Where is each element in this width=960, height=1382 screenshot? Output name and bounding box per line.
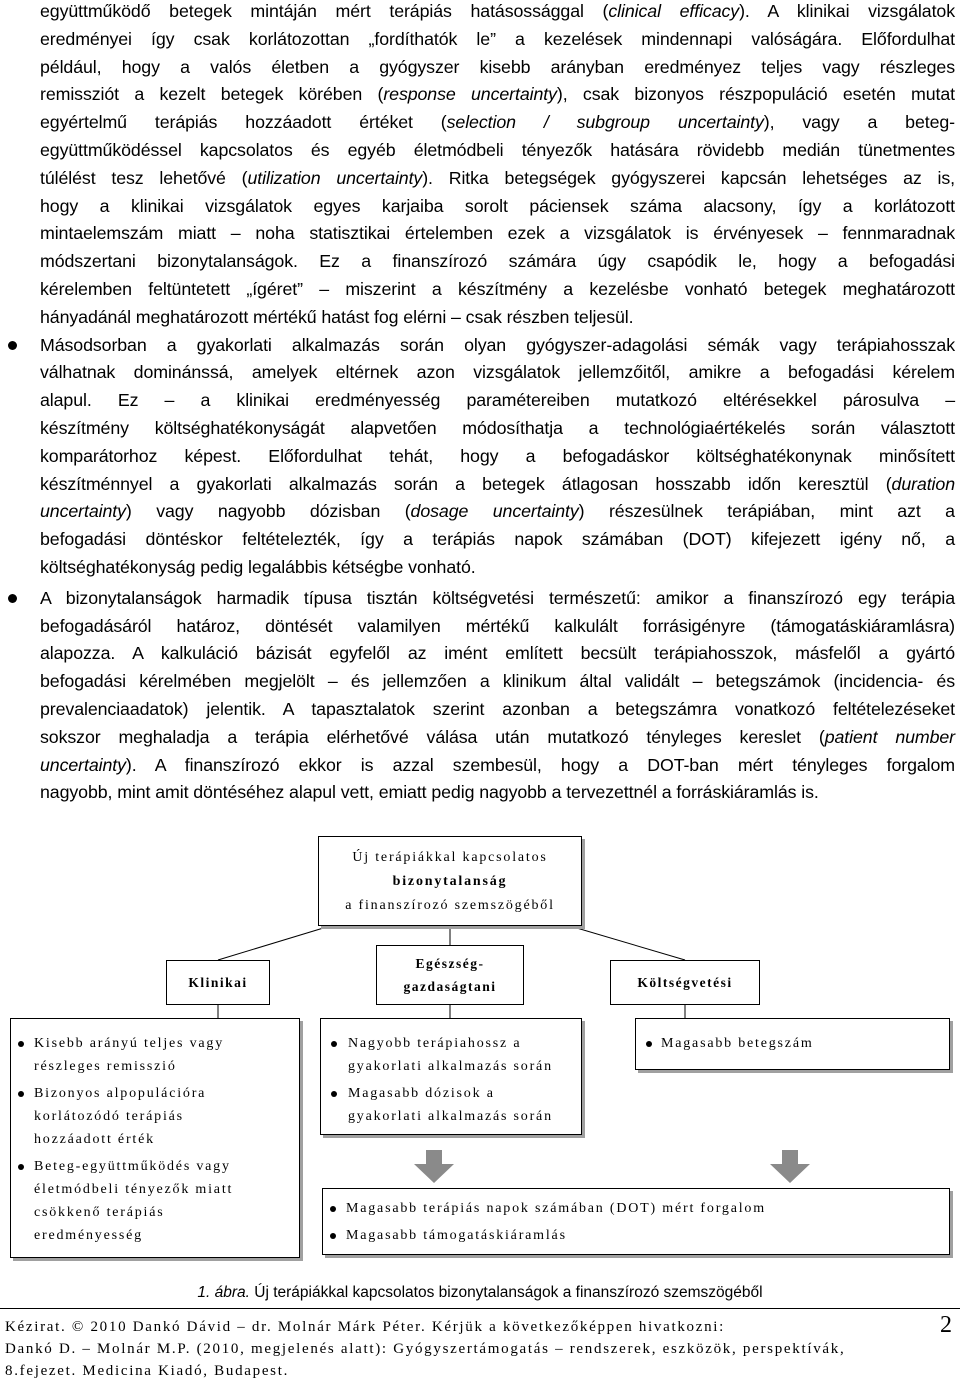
bullet-icon [330, 1233, 336, 1239]
list-item [11, 1155, 299, 1247]
text-run: alapozza. A kalkuláció bázisát egyfelől az imént említett becsült terápiahosszok, másfelől a gyártó [40, 643, 955, 664]
bullet-icon [330, 1206, 336, 1212]
category-budgetary [610, 960, 760, 1005]
list-item [323, 1224, 949, 1247]
text-run: hogy a klinikai vizsgálatok egyes karjaiba sorolt páciensek száma alacsony, így a korlátozott [40, 195, 955, 216]
text-line [40, 81, 955, 109]
italic-term: selection / subgroup uncertainty [446, 112, 764, 133]
health-economic-uncertainty-box [320, 1018, 582, 1135]
text-run: sokszor meghaladja a terápia elérhetővé válása után mutatkozó tényleges kereslet ( [40, 726, 825, 747]
text-run: befogadási kérelmében megjelölt – és jellemzően a klinikum által validált – betegszámok (incidencia- és [40, 671, 955, 692]
italic-term: patient number [824, 726, 956, 747]
text-run: ) vagy nagyobb dózisban ( [125, 501, 411, 522]
caption-text: Új terápiákkal kapcsolatos bizonytalanságok a finanszírozó szemszögéből [254, 1284, 763, 1301]
figure-title-box [318, 836, 582, 926]
text-run: válhatnak dominánssá, amelyek eltérnek azon vizsgálatok jellemzőitől, amikre a befogadási kérelem [40, 362, 955, 383]
italic-term: duration [891, 473, 955, 494]
list-item [636, 1032, 949, 1055]
text-line [40, 387, 955, 415]
down-arrow-icon [770, 1150, 810, 1183]
text-run: hányadánál meghatározott mértékű hatást fog elérni – csak részben teljesül. [40, 306, 634, 327]
item-line: Magasabb dózisok a [348, 1086, 495, 1101]
text-run: ), csak bizonyos részpopuláció esetén mutat [556, 84, 955, 105]
bullet-icon [646, 1041, 652, 1047]
text-line [40, 415, 955, 443]
bullet-icon [18, 1041, 24, 1047]
text-line [40, 443, 955, 471]
list-item [11, 1082, 299, 1151]
text-line [40, 165, 955, 193]
clinical-uncertainty-box [10, 1018, 300, 1258]
item-line: eredményesség [34, 1228, 143, 1243]
paragraph [40, 0, 955, 332]
text-run: együttműködéssel kapcsolatos és egyéb életmódbeli tényezők hatására rövidebb medián tünetmentes [40, 139, 955, 160]
item-line: csökkenő terápiás [34, 1205, 165, 1220]
item-line: korlátozódó terápiás [34, 1109, 184, 1124]
title-box-line: Új terápiákkal kapcsolatos [352, 850, 548, 865]
item-line: gyakorlati alkalmazás során [348, 1059, 553, 1074]
text-line [40, 554, 955, 582]
text-line [40, 276, 955, 304]
category-label: Klinikai [188, 975, 248, 990]
text-line [40, 0, 955, 26]
italic-term: uncertainty [40, 754, 126, 775]
bullet-icon [8, 594, 17, 603]
text-run: készítménnyel a gyakorlati alkalmazás során a betegek átlagosan hosszabb időn keresztül ( [40, 473, 892, 494]
item-line: gyakorlati alkalmazás során [348, 1109, 553, 1124]
italic-term: uncertainty [40, 501, 126, 522]
list-item [321, 1082, 581, 1128]
italic-term: response uncertainty [383, 84, 557, 105]
item-line: Magasabb betegszám [661, 1036, 814, 1051]
text-line [40, 640, 955, 668]
text-run: kérelemben feltüntetett „ígéret” – miszerint a készítmény a kezelésbe vonható betegek meghatározott [40, 278, 955, 299]
bullet-paragraph [40, 585, 955, 807]
text-run: ), vagy a beteg- [763, 112, 955, 133]
text-line [40, 332, 955, 360]
text-line [40, 779, 955, 807]
bullet-icon [331, 1041, 337, 1047]
text-line [40, 471, 955, 499]
caption-label: 1. ábra. [197, 1284, 250, 1301]
item-line: részleges remisszió [34, 1059, 177, 1074]
page-number: 2 [940, 1312, 952, 1338]
text-line [40, 26, 955, 54]
footer-divider [0, 1308, 960, 1309]
text-line [40, 248, 955, 276]
item-line: hozzáadott érték [34, 1132, 155, 1147]
list-item [321, 1032, 581, 1078]
connector-line [570, 926, 685, 960]
text-run: például, hogy a valós életben a gyógyszer kisebb arányban eredményez teljes vagy részleges [40, 56, 955, 77]
item-line: életmódbeli tényezők miatt [34, 1182, 234, 1197]
item-line: Magasabb terápiás napok számában (DOT) mért forgalom [346, 1201, 766, 1216]
text-run: alapul. Ez – a klinikai eredményesség paramétereiben mutatkozó eltérésekkel párosulva – [40, 390, 955, 411]
body-text [40, 0, 955, 807]
text-line [40, 526, 955, 554]
text-run: nagyobb, mint amit döntéséhez alapul vett, emiatt pedig nagyobb a tervezettnél a forráskiáramlás is. [40, 782, 819, 803]
text-line [40, 193, 955, 221]
text-line [40, 498, 955, 526]
italic-term: clinical efficacy [608, 1, 740, 21]
text-line [40, 359, 955, 387]
text-run: Másodsorban a gyakorlati alkalmazás során olyan gyógyszer-adagolási sémák vagy terápiahosszak [40, 334, 955, 355]
item-line: Nagyobb terápiahossz a [348, 1036, 522, 1051]
text-run: módszertani bizonytalanságok. Ez a finanszírozó számára úgy csapódik le, hogy a befogadási [40, 251, 955, 272]
item-line: Kisebb arányú teljes vagy [34, 1036, 225, 1051]
item-line: Beteg-együttműködés vagy [34, 1159, 231, 1174]
item-line: Magasabb támogatáskiáramlás [346, 1228, 567, 1243]
text-line [40, 304, 955, 332]
italic-term: dosage uncertainty [410, 501, 579, 522]
text-run: remissziót a kezelt betegek körében ( [40, 84, 384, 105]
category-clinical [166, 960, 270, 1005]
bullet-paragraph [40, 332, 955, 582]
category-label: gazdaságtani [403, 979, 497, 994]
text-run: mintaelemszám miatt – noha statisztikai értelemben ezek a vizsgálatok is érvényesek – fennmaradnak [40, 223, 955, 244]
text-line [40, 54, 955, 82]
text-run: ) részesülnek terápiában, mint azt a [578, 501, 955, 522]
bullet-icon [8, 341, 17, 350]
category-label: Egészség- [415, 956, 485, 971]
text-line [40, 137, 955, 165]
text-run: ). A klinikai vizsgálatok [739, 1, 955, 21]
item-line: Bizonyos alpopulációra [34, 1086, 207, 1101]
text-line [40, 613, 955, 641]
text-line [40, 668, 955, 696]
text-line [40, 696, 955, 724]
text-run: egyértelmű terápiás hozzáadott értéket ( [40, 112, 447, 133]
text-run: prevalenciaadatok) jelentik. A tapasztalatok szerint azonban a betegszámra vonatkozó feltételezéseket [40, 698, 955, 719]
footer [5, 1316, 845, 1382]
category-label: Költségvetési [637, 975, 733, 990]
text-line [40, 109, 955, 137]
text-run: együttműködő betegek mintáján mért terápiás hatásossággal ( [40, 1, 609, 21]
footer-line: Kézirat. © 2010 Dankó Dávid – dr. Molnár Márk Péter. Kérjük a következőképpen hivatkozni: [5, 1319, 726, 1335]
text-run: készítmény költséghatékonyságát alapvetően módosíthatja a technológiaértékelés során választott [40, 417, 955, 438]
text-run: befogadási döntéskor feltételezték, így a terápiás napok számában (DOT) kifejezett igény nő, a [40, 529, 955, 550]
bullet-icon [18, 1091, 24, 1097]
text-run: túlélést tesz lehetővé ( [40, 167, 248, 188]
text-run: eredményei így csak korlátozottan „fordíthatók le” a kezelések mindennapi valóságára. Előfordulhat [40, 28, 955, 49]
list-item [11, 1032, 299, 1078]
figure-caption [0, 1282, 960, 1304]
bullet-icon [331, 1091, 337, 1097]
text-run: ). Ritka betegségek gyógyszerei kapcsán lehetséges az is, [422, 167, 955, 188]
text-line [40, 220, 955, 248]
text-run: A bizonytalanságok harmadik típusa tisztán költségvetési természetű: amikor a finanszírozó egy terápia [40, 587, 955, 608]
text-line [40, 585, 955, 613]
bullet-icon [18, 1164, 24, 1170]
text-run: befogadásáról határoz, döntését valamilyen mértékű kalkulált forrásigényre (támogatáskiáramlásra) [40, 615, 955, 636]
title-box-keyword: bizonytalanság [392, 874, 508, 889]
text-line [40, 724, 955, 752]
footer-line: 8.fejezet. Medicina Kiadó, Budapest. [5, 1363, 290, 1379]
text-run: komparátorhoz képest. Előfordulhat tehát, hogy a befogadáskor költséghatékonynak minősített [40, 445, 955, 466]
outcome-box [322, 1188, 950, 1255]
italic-term: utilization uncertainty [247, 167, 423, 188]
text-line [40, 752, 955, 780]
title-box-line: a finanszírozó szemszögéből [345, 898, 555, 913]
down-arrow-icon [414, 1150, 454, 1183]
budgetary-uncertainty-box [635, 1018, 950, 1070]
list-item [323, 1197, 949, 1220]
text-run: költséghatékonyság pedig legalábbis kétségbe vonható. [40, 556, 476, 577]
text-run: ). A finanszírozó ekkor is azzal szembesül, hogy a DOT-ban mért tényleges forgalom [125, 754, 955, 775]
connector-line [218, 926, 330, 960]
footer-line: Dankó D. – Molnár M.P. (2010, megjelenés alatt): Gyógyszertámogatás – rendszerek, eszközök, perspektívák, [5, 1341, 846, 1357]
category-health-economic [376, 945, 524, 1005]
